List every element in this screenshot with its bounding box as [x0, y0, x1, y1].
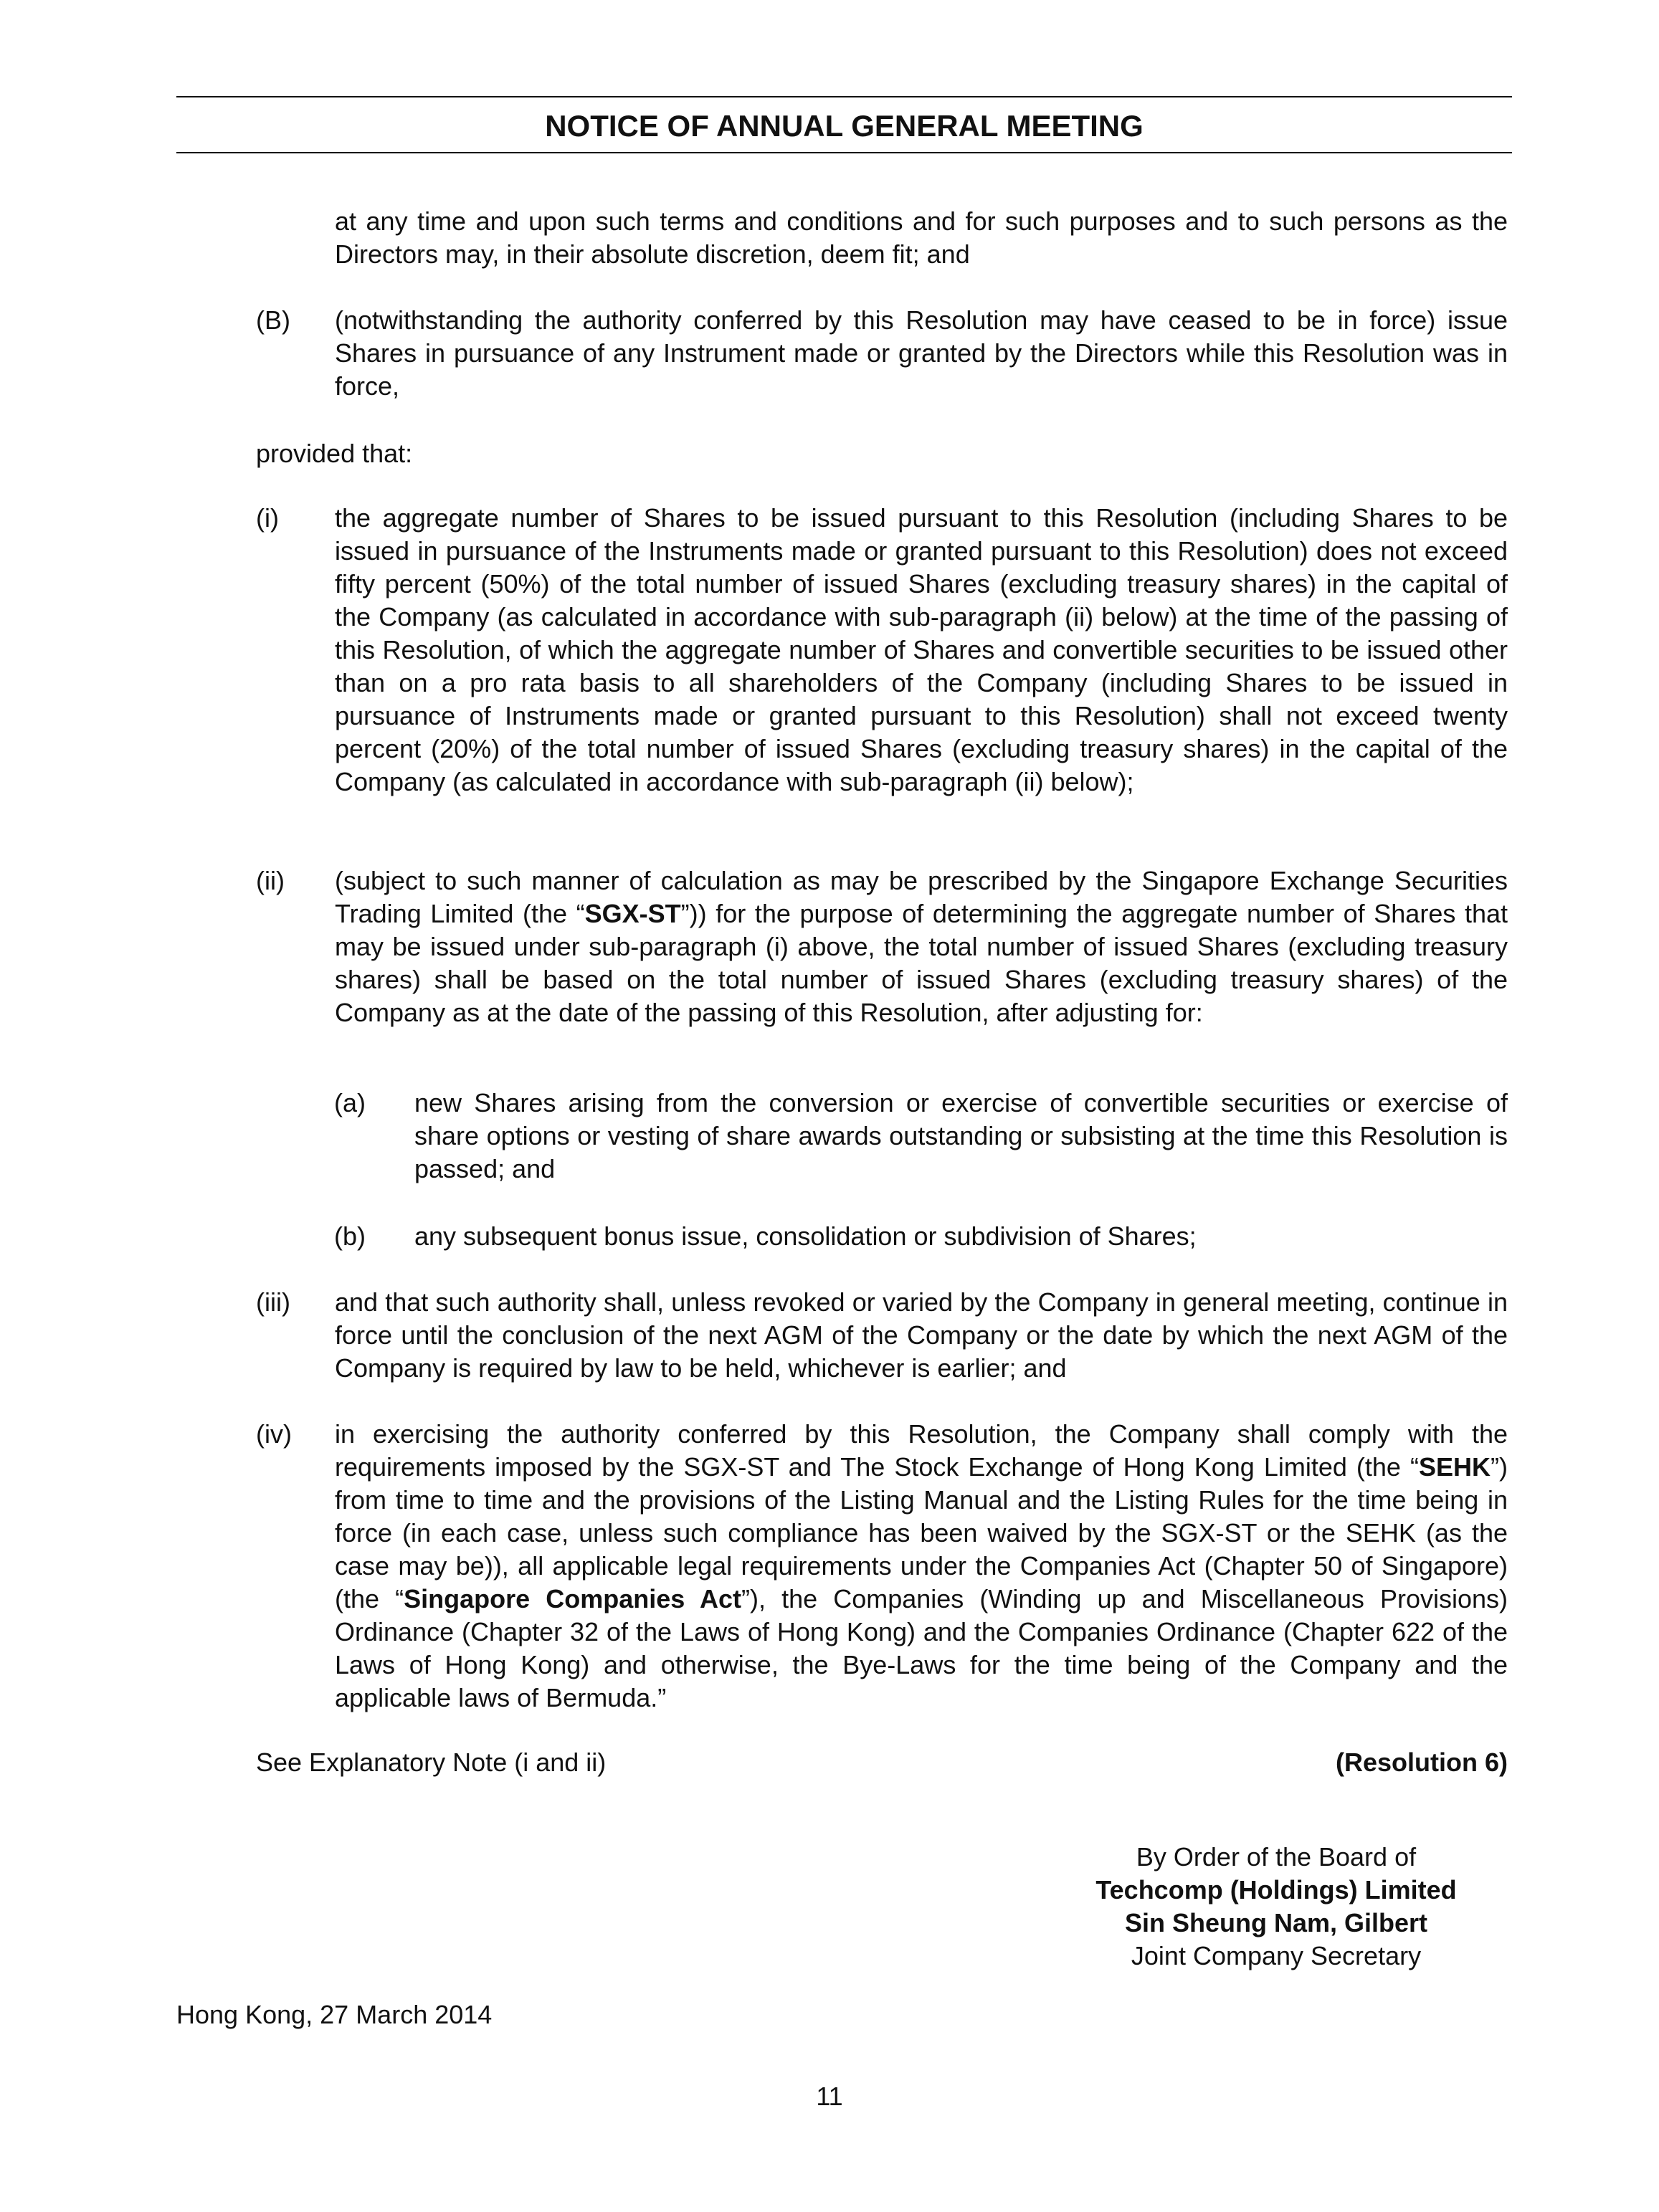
- clause-iv-label: (iv): [256, 1419, 292, 1449]
- subclause-b-label: (b): [334, 1221, 366, 1251]
- subclause-b-text: any subsequent bonus issue, consolidation or subdivision of Shares;: [414, 1221, 1197, 1251]
- clause-iii-text: and that such authority shall, unless revoked or varied by the Company in general meeting, continue in force until the conclusion of the next AGM of the Company or the date by which the next AGM of the Company is required by law to be held, whichever is earlier; and: [335, 1287, 1508, 1383]
- header-rule-top: [176, 96, 1512, 97]
- clause-b-label: (B): [256, 305, 290, 335]
- subclause-a-label: (a): [334, 1088, 366, 1117]
- explanatory-note-ref: See Explanatory Note (i and ii): [256, 1748, 607, 1777]
- signature-role: Joint Company Secretary: [1131, 1941, 1422, 1970]
- header-rule-bottom: [176, 152, 1512, 153]
- clause-ii-text: (subject to such manner of calculation as may be prescribed by the Singapore Exchange Securities Trading Limited (the “SGX-ST”)) for the purpose of determining the aggregate number of Shares that may be issued under sub-paragraph (i) above, the total number of issued Shares (excluding treasury shares) shall be based on the total number of issued Shares (excluding treasury shares) of the Company as at the date of the passing of this Resolution, after adjusting for:: [335, 866, 1508, 1027]
- term-sgx-st: SGX-ST: [584, 899, 681, 928]
- page-title: NOTICE OF ANNUAL GENERAL MEETING: [545, 109, 1144, 143]
- signature-name: Sin Sheung Nam, Gilbert: [1124, 1908, 1428, 1937]
- clause-b-text: (notwithstanding the authority conferred by this Resolution may have ceased to be in force) issue Shares in pursuance of any Instrument made or granted by the Directors while this Resolution was in force,: [335, 305, 1508, 401]
- clause-i-label: (i): [256, 503, 279, 533]
- continuation-paragraph: at any time and upon such terms and conditions and for such purposes and to such persons as the Directors may, in their absolute discretion, deem fit; and: [335, 206, 1508, 269]
- provided-that-label: provided that:: [256, 439, 413, 468]
- clause-ii-label: (ii): [256, 866, 285, 895]
- clause-i-text: the aggregate number of Shares to be issued pursuant to this Resolution (including Shares to be issued in pursuance of the Instruments made or granted pursuant to this Resolution) does not exceed fifty percent (50%) of the total number of issued Shares (excluding treasury shares) in the capital of the Company (as calculated in accordance with sub-paragraph (ii) below) at the time of the passing of this Resolution, of which the aggregate number of Shares and convertible securities to be issued other than on a pro rata basis to all shareholders of the Company (including Shares to be issued in pursuance of Instruments made or granted pursuant to this Resolution) shall not exceed twenty percent (20%) of the total number of issued Shares (excluding treasury shares) in the capital of the Company (as calculated in accordance with sub-paragraph (ii) below);: [335, 503, 1508, 796]
- place-date: Hong Kong, 27 March 2014: [176, 2000, 493, 2029]
- signature-block: [1061, 1841, 1491, 1973]
- page-number: 11: [816, 2082, 843, 2111]
- term-singapore-companies-act: Singapore Companies Act: [404, 1584, 742, 1613]
- clause-iii-label: (iii): [256, 1287, 290, 1317]
- clause-iv-text: in exercising the authority conferred by this Resolution, the Company shall comply with the requirements imposed by the SGX-ST and The Stock Exchange of Hong Kong Limited (the “SEHK”) from time to time and the provisions of the Listing Manual and the Listing Rules for the time being in force (in each case, unless such compliance has been waived by the SGX-ST or the SEHK (as the case may be)), all applicable legal requirements under the Companies Act (Chapter 50 of Singapore) (the “Singapore Companies Act”), the Companies (Winding up and Miscellaneous Provisions) Ordinance (Chapter 32 of the Laws of Hong Kong) and the Companies Ordinance (Chapter 622 of the Laws of Hong Kong) and otherwise, the Bye-Laws for the time being of the Company and the applicable laws of Bermuda.”: [335, 1419, 1508, 1712]
- resolution-number: (Resolution 6): [1336, 1748, 1508, 1777]
- signature-line-by-order: By Order of the Board of: [1136, 1842, 1417, 1872]
- subclause-a-text: new Shares arising from the conversion or exercise of convertible securities or exercise of share options or vesting of share awards outstanding or subsisting at the time this Resolution is passed; and: [414, 1088, 1508, 1183]
- term-sehk: SEHK: [1418, 1452, 1491, 1482]
- signature-company: Techcomp (Holdings) Limited: [1095, 1875, 1457, 1904]
